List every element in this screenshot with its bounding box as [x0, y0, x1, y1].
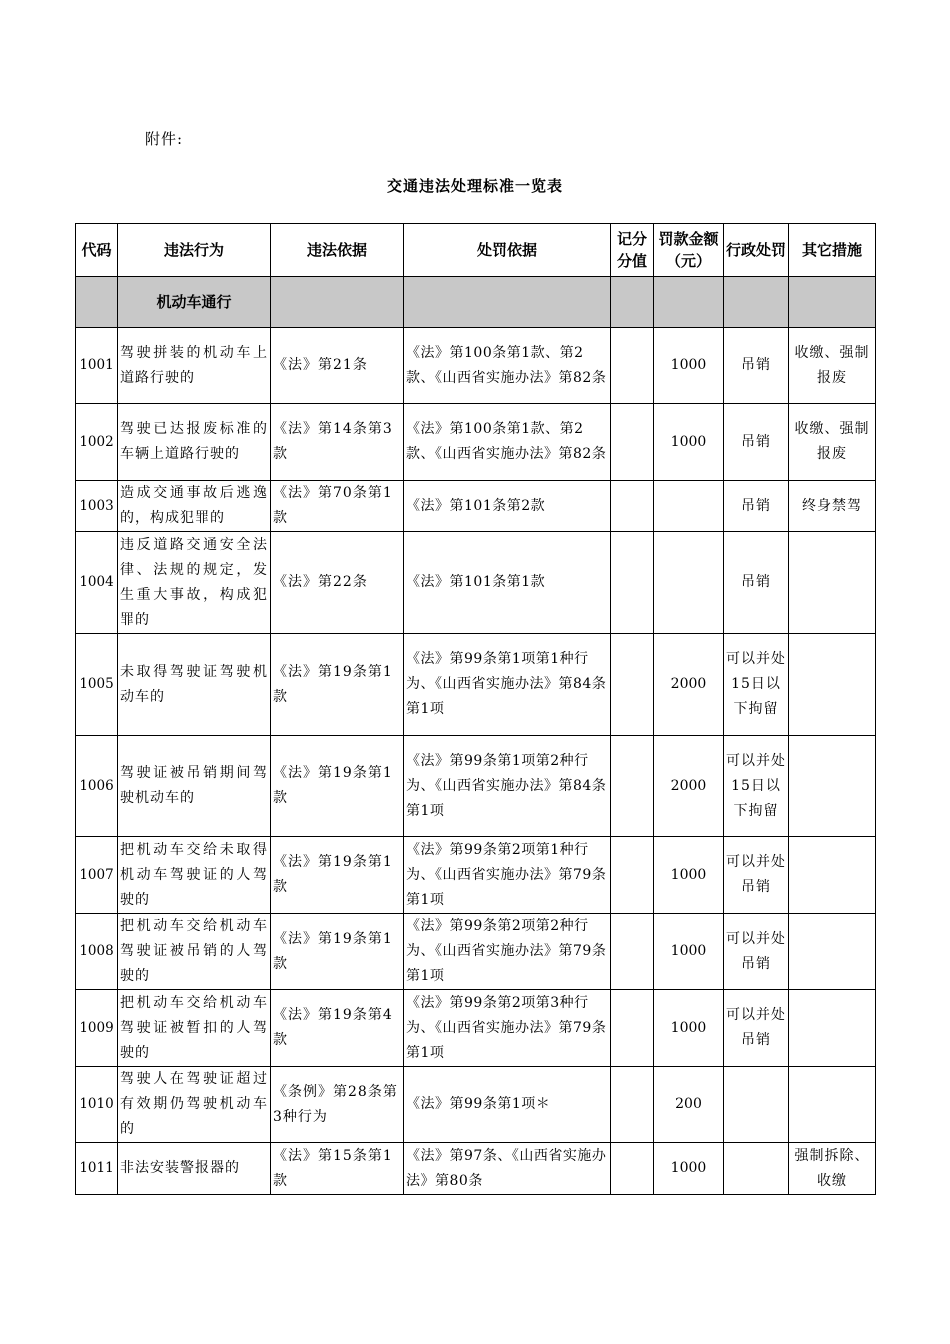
section-row: [76, 277, 876, 328]
table-row: [76, 532, 876, 634]
header-fine: 罚款金额（元）: [654, 224, 724, 277]
row-behavior: 驾驶证被吊销期间驾驶机动车的: [118, 736, 271, 837]
row-penalty-basis: 《法》第97条、《山西省实施办法》第80条: [404, 1143, 611, 1195]
row-basis: 《条例》第28条第3种行为: [271, 1067, 404, 1143]
row-points: [611, 837, 654, 914]
row-penalty-basis: 《法》第99条第2项第2种行为、《山西省实施办法》第79条第1项: [404, 914, 611, 990]
table-row: [76, 736, 876, 837]
row-other: 收缴、强制报废: [789, 404, 876, 481]
row-code: 1006: [76, 736, 118, 837]
row-penalty-basis: 《法》第100条第1款、第2款、《山西省实施办法》第82条: [404, 328, 611, 404]
row-behavior: 未取得驾驶证驾驶机动车的: [118, 634, 271, 736]
section-label: 机动车通行: [118, 277, 271, 328]
row-admin: 吊销: [724, 532, 789, 634]
row-code: 1009: [76, 990, 118, 1067]
row-fine: 1000: [654, 990, 724, 1067]
row-points: [611, 914, 654, 990]
violation-table: [75, 223, 876, 1195]
row-fine: 2000: [654, 736, 724, 837]
row-points: [611, 1067, 654, 1143]
row-fine: 2000: [654, 634, 724, 736]
row-admin: 吊销: [724, 481, 789, 532]
row-penalty-basis: 《法》第100条第1款、第2款、《山西省实施办法》第82条: [404, 404, 611, 481]
row-points: [611, 404, 654, 481]
row-code: 1001: [76, 328, 118, 404]
table-row: [76, 634, 876, 736]
row-admin: [724, 1067, 789, 1143]
row-penalty-basis: 《法》第99条第2项第1种行为、《山西省实施办法》第79条第1项: [404, 837, 611, 914]
row-other: [789, 990, 876, 1067]
row-points: [611, 532, 654, 634]
row-admin: 可以并处吊销: [724, 837, 789, 914]
row-points: [611, 990, 654, 1067]
row-penalty-basis: 《法》第99条第1项第2种行为、《山西省实施办法》第84条第1项: [404, 736, 611, 837]
row-admin: 吊销: [724, 404, 789, 481]
row-code: 1007: [76, 837, 118, 914]
row-behavior: 违反道路交通安全法律、法规的规定，发生重大事故，构成犯罪的: [118, 532, 271, 634]
page-title: 交通违法处理标准一览表: [386, 177, 563, 195]
row-code: 1011: [76, 1143, 118, 1195]
row-penalty-basis: 《法》第101条第2款: [404, 481, 611, 532]
row-code: 1004: [76, 532, 118, 634]
row-code: 1010: [76, 1067, 118, 1143]
table-header-row: [76, 224, 876, 277]
row-code: 1008: [76, 914, 118, 990]
row-admin: 可以并处吊销: [724, 914, 789, 990]
row-behavior: 造成交通事故后逃逸的，构成犯罪的: [118, 481, 271, 532]
row-penalty-basis: 《法》第99条第1项＊: [404, 1067, 611, 1143]
header-code: 代码: [76, 224, 118, 277]
row-penalty-basis: 《法》第99条第1项第1种行为、《山西省实施办法》第84条第1项: [404, 634, 611, 736]
row-basis: 《法》第15条第1款: [271, 1143, 404, 1195]
table-row: [76, 1143, 876, 1195]
row-points: [611, 634, 654, 736]
row-behavior: 非法安装警报器的: [118, 1143, 271, 1195]
row-behavior: 驾驶拼装的机动车上道路行驶的: [118, 328, 271, 404]
row-fine: 200: [654, 1067, 724, 1143]
row-admin: 吊销: [724, 328, 789, 404]
header-points: 记分分值: [611, 224, 654, 277]
row-behavior: 驾驶已达报废标准的车辆上道路行驶的: [118, 404, 271, 481]
row-other: [789, 914, 876, 990]
row-code: 1003: [76, 481, 118, 532]
row-other: [789, 837, 876, 914]
header-admin: 行政处罚: [724, 224, 789, 277]
row-basis: 《法》第19条第1款: [271, 736, 404, 837]
row-behavior: 把机动车交给未取得机动车驾驶证的人驾驶的: [118, 837, 271, 914]
table-row: [76, 328, 876, 404]
row-fine: [654, 532, 724, 634]
row-other: [789, 634, 876, 736]
row-admin: 可以并处15日以下拘留: [724, 634, 789, 736]
row-basis: 《法》第21条: [271, 328, 404, 404]
header-other: 其它措施: [789, 224, 876, 277]
row-other: 强制拆除、收缴: [789, 1143, 876, 1195]
row-other: [789, 736, 876, 837]
header-penalty-basis: 处罚依据: [404, 224, 611, 277]
row-other: 终身禁驾: [789, 481, 876, 532]
row-basis: 《法》第14条第3款: [271, 404, 404, 481]
attachment-label: 附件:: [145, 130, 184, 148]
row-admin: [724, 1143, 789, 1195]
row-basis: 《法》第19条第1款: [271, 837, 404, 914]
row-points: [611, 481, 654, 532]
row-points: [611, 1143, 654, 1195]
row-fine: [654, 481, 724, 532]
row-fine: 1000: [654, 1143, 724, 1195]
row-admin: 可以并处15日以下拘留: [724, 736, 789, 837]
row-basis: 《法》第19条第4款: [271, 990, 404, 1067]
table-row: [76, 404, 876, 481]
row-basis: 《法》第19条第1款: [271, 914, 404, 990]
row-other: [789, 532, 876, 634]
row-fine: 1000: [654, 328, 724, 404]
row-penalty-basis: 《法》第101条第1款: [404, 532, 611, 634]
row-other: 收缴、强制报废: [789, 328, 876, 404]
row-basis: 《法》第19条第1款: [271, 634, 404, 736]
row-fine: 1000: [654, 914, 724, 990]
table-row: [76, 1067, 876, 1143]
row-fine: 1000: [654, 404, 724, 481]
row-basis: 《法》第70条第1款: [271, 481, 404, 532]
row-fine: 1000: [654, 837, 724, 914]
header-behavior: 违法行为: [118, 224, 271, 277]
table-row: [76, 990, 876, 1067]
table-row: [76, 481, 876, 532]
row-behavior: 驾驶人在驾驶证超过有效期仍驾驶机动车的: [118, 1067, 271, 1143]
header-basis: 违法依据: [271, 224, 404, 277]
table-row: [76, 914, 876, 990]
row-basis: 《法》第22条: [271, 532, 404, 634]
row-code: 1002: [76, 404, 118, 481]
row-penalty-basis: 《法》第99条第2项第3种行为、《山西省实施办法》第79条第1项: [404, 990, 611, 1067]
row-behavior: 把机动车交给机动车驾驶证被吊销的人驾驶的: [118, 914, 271, 990]
row-points: [611, 328, 654, 404]
row-other: [789, 1067, 876, 1143]
row-admin: 可以并处吊销: [724, 990, 789, 1067]
row-points: [611, 736, 654, 837]
table-row: [76, 837, 876, 914]
row-code: 1005: [76, 634, 118, 736]
row-behavior: 把机动车交给机动车驾驶证被暂扣的人驾驶的: [118, 990, 271, 1067]
